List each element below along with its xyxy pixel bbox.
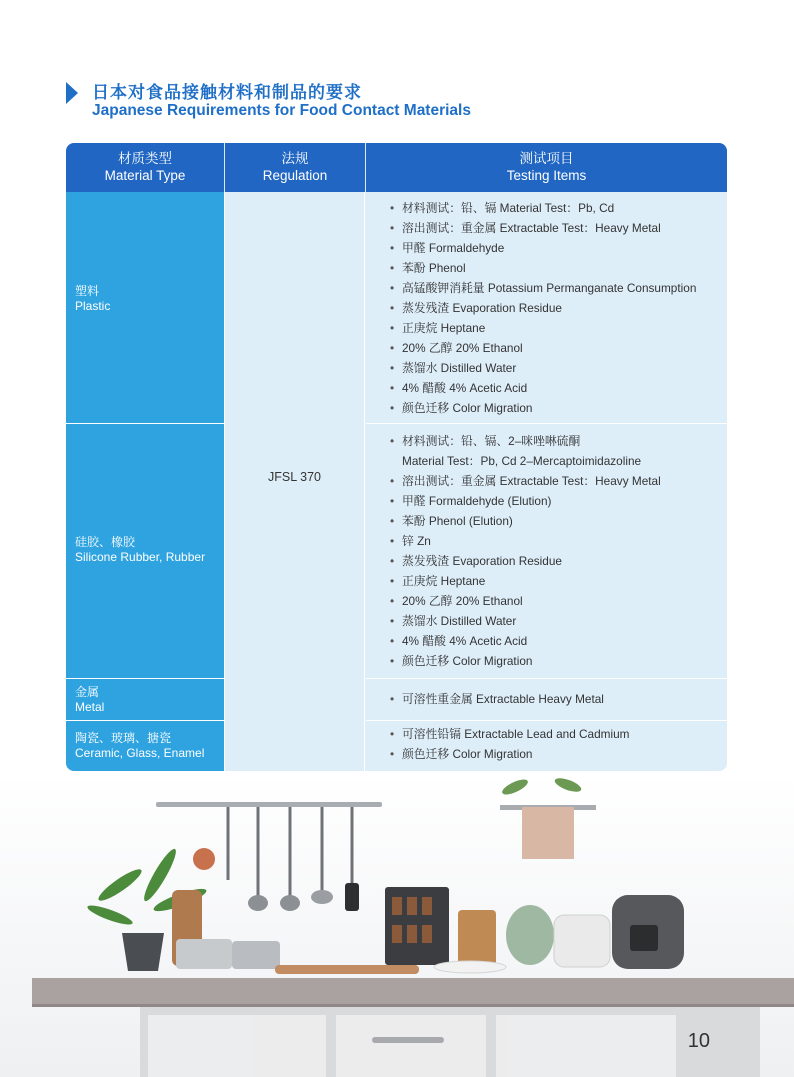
list-item: • 甲醛 Formaldehyde <box>390 241 505 255</box>
regulation-label: JFSL 370 <box>267 470 322 484</box>
material-label-en: Metal <box>75 700 105 714</box>
list-item: • 正庚烷 Heptane <box>390 321 486 335</box>
list-item: • 颜色迁移 Color Migration <box>390 747 533 761</box>
list-item: • 溶出测试：重金属 Extractable Test：Heavy Metal <box>390 221 661 235</box>
row-divider <box>66 423 224 424</box>
row-divider <box>366 678 727 679</box>
testing-items-ceramic <box>366 724 630 764</box>
list-item: • 4% 醋酸 4% Acetic Acid <box>390 381 528 395</box>
header-label-zh: 测试项目 <box>519 151 574 166</box>
row-divider <box>66 720 224 721</box>
material-label-zh: 塑料 <box>75 284 100 298</box>
requirements-table <box>66 143 727 771</box>
material-cell-rubber <box>66 424 224 678</box>
header-testing-items <box>366 143 727 192</box>
kitchen-illustration <box>0 775 794 1077</box>
list-item: • 4% 醋酸 4% Acetic Acid <box>390 634 528 648</box>
testing-items-rubber <box>366 431 661 671</box>
material-cell-ceramic <box>66 721 224 771</box>
triangle-marker-icon <box>66 82 78 104</box>
list-item: • 可溶性铅镉 Extractable Lead and Cadmium <box>390 727 630 741</box>
heading-title-en: Japanese Requirements for Food Contact Materials <box>92 102 471 119</box>
page-number: 10 <box>687 1030 710 1052</box>
list-item: • 蒸馏水 Distilled Water <box>390 361 517 375</box>
list-item: • 颜色迁移 Color Migration <box>390 401 533 415</box>
list-item: • 蒸发残渣 Evaporation Residue <box>390 554 562 568</box>
regulation-cell <box>224 192 365 771</box>
header-material-type <box>66 143 224 192</box>
material-cell-plastic <box>66 192 224 423</box>
list-item: Material Test：Pb, Cd 2–Mercaptoimidazoline <box>402 454 642 468</box>
header-label-en: Testing Items <box>506 168 587 183</box>
list-item: • 苯酚 Phenol <box>390 261 466 275</box>
list-item: • 苯酚 Phenol (Elution) <box>390 514 513 528</box>
list-item: • 高锰酸钾消耗量 Potassium Permanganate Consumption <box>390 281 697 295</box>
list-item: • 甲醛 Formaldehyde (Elution) <box>390 494 552 508</box>
list-item: • 材料测试：铅、镉、2–咪唑啉硫酮 <box>390 434 581 448</box>
list-item: • 锌 Zn <box>390 534 431 548</box>
material-label-en: Ceramic, Glass, Enamel <box>75 746 205 760</box>
header-label-zh: 法规 <box>281 151 309 166</box>
list-item: • 材料测试：铅、镉 Material Test：Pb, Cd <box>390 201 615 215</box>
list-item: • 可溶性重金属 Extractable Heavy Metal <box>390 692 604 706</box>
material-label-en: Plastic <box>75 299 111 313</box>
material-label-zh: 硅胶、橡胶 <box>75 535 136 549</box>
material-cell-metal <box>66 679 224 720</box>
row-divider <box>366 720 727 721</box>
header-regulation <box>225 143 365 192</box>
material-label-zh: 陶瓷、玻璃、搪瓷 <box>75 731 172 745</box>
material-label-zh: 金属 <box>75 685 100 699</box>
header-label-zh: 材质类型 <box>118 151 172 166</box>
row-divider <box>366 423 727 424</box>
list-item: • 溶出测试：重金属 Extractable Test：Heavy Metal <box>390 474 661 488</box>
list-item: • 蒸发残渣 Evaporation Residue <box>390 301 562 315</box>
list-item: • 蒸馏水 Distilled Water <box>390 614 517 628</box>
list-item: • 正庚烷 Heptane <box>390 574 486 588</box>
header-label-en: Material Type <box>104 168 186 183</box>
testing-items-plastic <box>366 198 696 418</box>
testing-items-metal <box>366 689 604 709</box>
row-divider <box>66 678 224 679</box>
list-item: • 20% 乙醇 20% Ethanol <box>390 341 523 355</box>
header-label-en: Regulation <box>262 168 328 183</box>
table-header <box>66 143 727 192</box>
list-item: • 颜色迁移 Color Migration <box>390 654 533 668</box>
list-item: • 20% 乙醇 20% Ethanol <box>390 594 523 608</box>
material-label-en: Silicone Rubber, Rubber <box>75 550 206 564</box>
heading-title-zh: 日本对食品接触材料和制品的要求 <box>92 83 362 102</box>
